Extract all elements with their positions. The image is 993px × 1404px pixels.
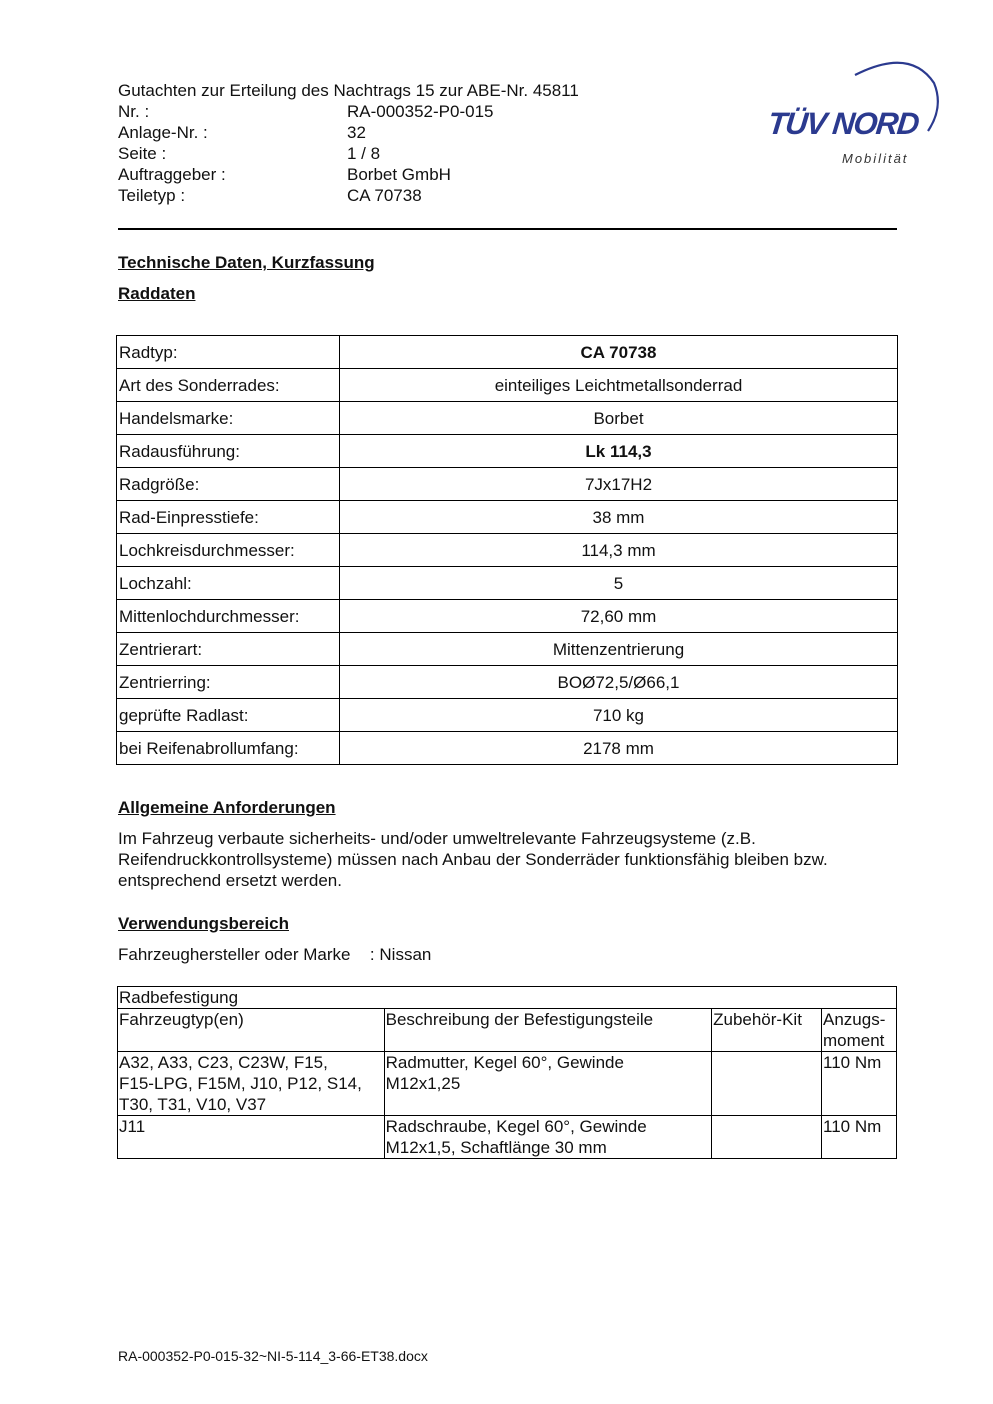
torque-cell: 110 Nm (822, 1052, 897, 1116)
header-label: Auftraggeber : (118, 165, 226, 184)
tuev-nord-logo (760, 55, 945, 175)
header-row-client (118, 164, 718, 185)
accessory-kit-cell (712, 1116, 822, 1159)
logo-brand-text: TÜV NORD (766, 106, 920, 141)
row-label: Zentrierart: (117, 633, 340, 666)
header-value: Borbet GmbH (347, 165, 451, 184)
row-label: Lochzahl: (117, 567, 340, 600)
row-value: 72,60 mm (340, 600, 898, 633)
vehicle-types-cell (118, 1116, 385, 1159)
logo-subtitle: Mobilität (842, 151, 909, 166)
document-header (118, 80, 718, 206)
cell-line: T30, T31, V10, V37 (119, 1095, 267, 1114)
row-value: 38 mm (340, 501, 898, 534)
cell-line: F15-LPG, F15M, J10, P12, S14, (119, 1074, 362, 1093)
header-label: Anlage-Nr. : (118, 123, 208, 142)
row-label: Radausführung: (117, 435, 340, 468)
row-label: Handelsmarke: (117, 402, 340, 435)
description-cell (384, 1116, 711, 1159)
table-row (117, 402, 898, 435)
row-value: 7Jx17H2 (340, 468, 898, 501)
general-requirements-paragraph (118, 828, 908, 891)
manufacturer-line (118, 944, 431, 965)
row-label: Radtyp: (117, 336, 340, 369)
row-value: 5 (340, 567, 898, 600)
table-caption: Radbefestigung (118, 987, 897, 1009)
header-row-attachment (118, 122, 718, 143)
manufacturer-separator: : (369, 945, 375, 964)
table-row (117, 699, 898, 732)
header-divider (118, 228, 897, 230)
row-value: 710 kg (340, 699, 898, 732)
header-label: Seite : (118, 144, 167, 163)
footer-filename: RA-000352-P0-015-32~NI-5-114_3-66-ET38.docx (118, 1348, 428, 1364)
table-row (117, 633, 898, 666)
header-torque-line: moment (823, 1031, 885, 1050)
report-title (118, 80, 718, 101)
paragraph-line: entsprechend ersetzt werden. (118, 871, 342, 890)
manufacturer-label: Fahrzeughersteller oder Marke (118, 945, 351, 964)
wheel-fastening-table (117, 986, 897, 1159)
description-cell (384, 1052, 711, 1116)
table-header-row (118, 1009, 897, 1052)
row-value: Borbet (340, 402, 898, 435)
row-label: Mittenlochdurchmesser: (117, 600, 340, 633)
table-row (117, 468, 898, 501)
table-row (118, 1116, 897, 1159)
table-row (117, 600, 898, 633)
header-value: RA-000352-P0-015 (347, 102, 494, 121)
header-label: Nr. : (118, 102, 150, 121)
section-usage-area: Verwendungsbereich (118, 914, 289, 933)
table-row (117, 336, 898, 369)
cell-line: J11 (119, 1117, 146, 1136)
row-label: Art des Sonderrades: (117, 369, 340, 402)
row-value: Mittenzentrierung (340, 633, 898, 666)
manufacturer-value: Nissan (379, 945, 432, 964)
row-value: 114,3 mm (340, 534, 898, 567)
torque-cell: 110 Nm (822, 1116, 897, 1159)
row-label: bei Reifenabrollumfang: (117, 732, 340, 765)
table-row (117, 435, 898, 468)
header-value: 1 / 8 (347, 144, 381, 163)
cell-line: A32, A33, C23, C23W, F15, (119, 1053, 328, 1072)
row-value: einteiliges Leichtmetallsonderrad (340, 369, 898, 402)
table-row (117, 732, 898, 765)
section-wheel-data: Raddaten (118, 284, 196, 303)
vehicle-types-cell (118, 1052, 385, 1116)
header-value: CA 70738 (347, 186, 422, 205)
cell-line: Radschraube, Kegel 60°, Gewinde (385, 1117, 647, 1136)
row-value: 2178 mm (340, 732, 898, 765)
row-label: Radgröße: (117, 468, 340, 501)
cell-line: M12x1,5, Schaftlänge 30 mm (385, 1138, 607, 1157)
table-row (117, 534, 898, 567)
row-value: CA 70738 (340, 336, 898, 369)
table-row (117, 369, 898, 402)
row-value: BOØ72,5/Ø66,1 (340, 666, 898, 699)
row-value: Lk 114,3 (340, 435, 898, 468)
cell-line: M12x1,25 (385, 1074, 461, 1093)
header-vehicle-types: Fahrzeugtyp(en) (118, 1009, 385, 1052)
header-torque (822, 1009, 897, 1052)
wheel-data-table (116, 335, 898, 765)
cell-line: Radmutter, Kegel 60°, Gewinde (385, 1053, 624, 1072)
report-title-text: Gutachten zur Erteilung des Nachtrags 15 zur ABE-Nr. 45811 (118, 81, 579, 100)
header-value: 32 (347, 123, 366, 142)
header-row-part-type (118, 185, 718, 206)
row-label: Lochkreisdurchmesser: (117, 534, 340, 567)
row-label: Zentrierring: (117, 666, 340, 699)
section-technical-summary: Technische Daten, Kurzfassung (118, 253, 375, 272)
table-row (117, 567, 898, 600)
header-label: Teiletyp : (118, 186, 186, 205)
header-accessory-kit: Zubehör-Kit (712, 1009, 822, 1052)
header-row-page (118, 143, 718, 164)
header-row-number (118, 101, 718, 122)
accessory-kit-cell (712, 1052, 822, 1116)
header-torque-line: Anzugs- (823, 1010, 886, 1029)
row-label: geprüfte Radlast: (117, 699, 340, 732)
section-general-requirements: Allgemeine Anforderungen (118, 798, 336, 817)
table-row (117, 501, 898, 534)
table-row (117, 666, 898, 699)
table-row (118, 1052, 897, 1116)
paragraph-line: Reifendruckkontrollsysteme) müssen nach Anbau der Sonderräder funktionsfähig bleiben bzw. (118, 850, 828, 869)
header-description: Beschreibung der Befestigungsteile (384, 1009, 711, 1052)
paragraph-line: Im Fahrzeug verbaute sicherheits- und/oder umweltrelevante Fahrzeugsysteme (z.B. (118, 829, 756, 848)
table-caption-row (118, 987, 897, 1009)
row-label: Rad-Einpresstiefe: (117, 501, 340, 534)
